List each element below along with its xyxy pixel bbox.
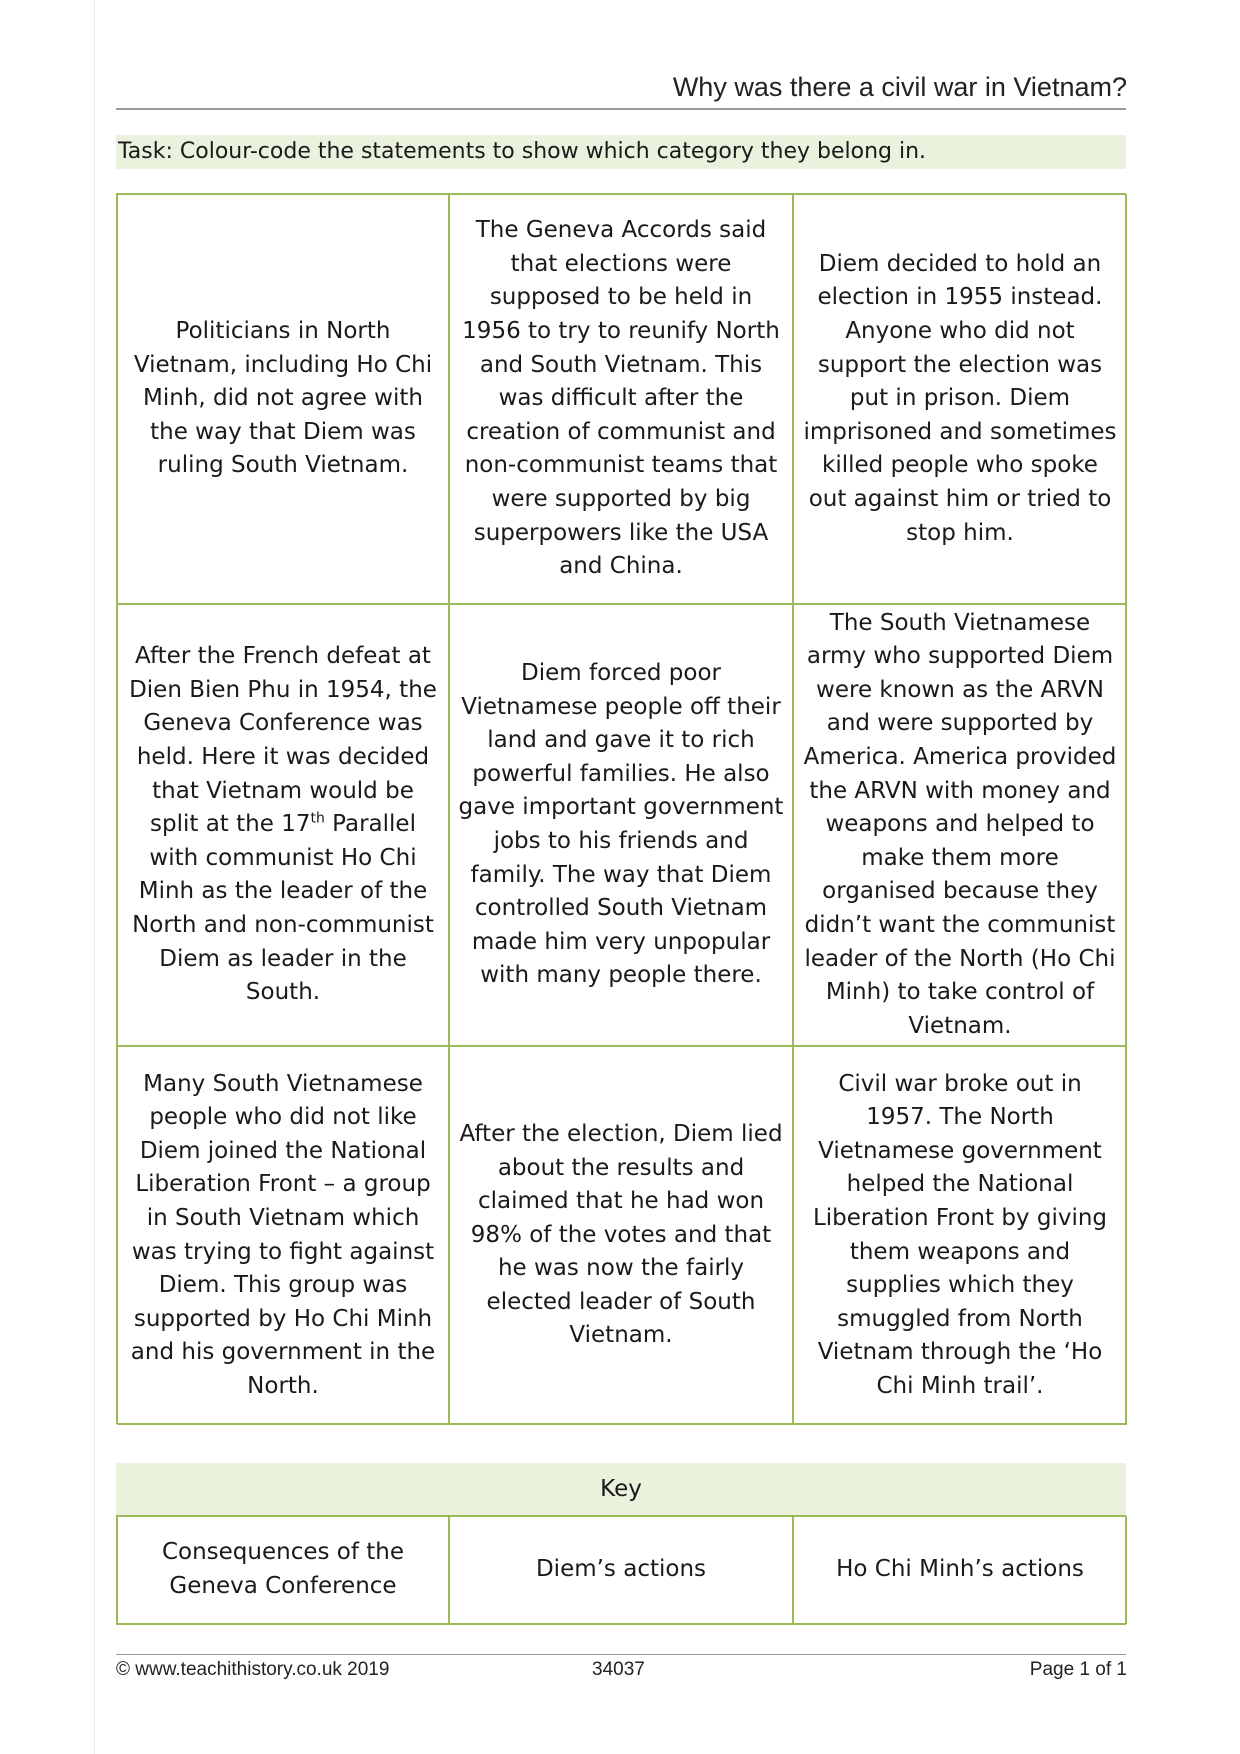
page-edge	[94, 0, 95, 1754]
footer-page-number: Page 1 of 1	[1029, 1659, 1127, 1680]
statement-text-7: Many South Vietnamese people who did not like Diem joined the National Liberation Front – a group in South Vietnam which was trying to fight against Diem. This group was supported by Ho Chi Minh and his government in the North.	[130, 1070, 436, 1399]
key-item-diem-actions[interactable]	[449, 1516, 793, 1624]
statement-card-2[interactable]	[449, 194, 793, 604]
statement-card-9[interactable]	[793, 1046, 1127, 1425]
statement-grid	[116, 193, 1126, 1424]
statement-card-4[interactable]	[117, 604, 449, 1046]
statement-card-5[interactable]	[449, 604, 793, 1046]
footer-resource-code: 34037	[592, 1659, 645, 1680]
statement-text-9: Civil war broke out in 1957. The North Vietnamese government helped the National Liberation Front by giving them weapons and supplies which they smuggled from North Vietnam through the ‘Ho Chi Minh trail’.	[812, 1070, 1108, 1399]
statement-text-1: Politicians in North Vietnam, including Ho Chi Minh, did not agree with the way that Diem was ruling South Vietnam.	[133, 318, 433, 479]
key-heading: Key	[116, 1463, 1126, 1515]
task-instruction: Task: Colour-code the statements to show which category they belong in.	[116, 135, 1126, 169]
statement-text-3: Diem decided to hold an election in 1955 instead. Anyone who did not support the election was put in prison. Diem imprisoned and sometimes killed people who spoke out against him or tried to stop him.	[803, 250, 1117, 546]
footer-divider	[116, 1654, 1126, 1655]
statement-text-4-part2: Parallel with communist Ho Chi Minh as the leader of the North and non-communist Diem as leader in the South.	[132, 811, 434, 1006]
page-title: Why was there a civil war in Vietnam?	[672, 72, 1127, 102]
ordinal-suffix: th	[310, 810, 325, 827]
statement-card-6[interactable]	[793, 604, 1127, 1046]
statement-text-6: The South Vietnamese army who supported Diem were known as the ARVN and were supported by America. America provided the ARVN with money and weapons and helped to make them more organised because they didn’t want the communist leader of the North (Ho Chi Minh) to take control of Vietnam.	[803, 609, 1117, 1039]
key-item-label: Ho Chi Minh’s actions	[836, 1556, 1084, 1583]
statement-card-8[interactable]	[449, 1046, 793, 1425]
statement-text-4	[126, 640, 440, 1010]
key-item-label: Consequences of the Geneva Conference	[161, 1539, 405, 1599]
header-divider	[116, 108, 1126, 110]
statement-text-8: After the election, Diem lied about the results and claimed that he had won 98% of the votes and that he was now the fairly elected leader of South Vietnam.	[459, 1120, 783, 1349]
key-grid	[116, 1515, 1126, 1625]
key-item-ho-chi-minh-actions[interactable]	[793, 1516, 1127, 1624]
statement-text-5: Diem forced poor Vietnamese people off their land and gave it to rich powerful families. He also gave important government jobs to his friends and family. The way that Diem controlled South Vietnam made him very unpopular with many people there.	[458, 660, 784, 989]
key-item-label: Diem’s actions	[535, 1556, 707, 1583]
statement-text-4-part1: After the French defeat at Dien Bien Phu in 1954, the Geneva Conference was held. Here it was decided that Vietnam would be split at the 17	[129, 643, 437, 838]
statement-card-7[interactable]	[117, 1046, 449, 1425]
statement-card-3[interactable]	[793, 194, 1127, 604]
statement-text-2: The Geneva Accords said that elections were supposed to be held in 1956 to try to reunify North and South Vietnam. This was difficult after the creation of communist and non-communist teams that were supported by big superpowers like the USA and China.	[462, 217, 780, 580]
footer-copyright: © www.teachithistory.co.uk 2019	[116, 1659, 390, 1680]
statement-card-1[interactable]	[117, 194, 449, 604]
key-item-geneva-consequences[interactable]	[117, 1516, 449, 1624]
